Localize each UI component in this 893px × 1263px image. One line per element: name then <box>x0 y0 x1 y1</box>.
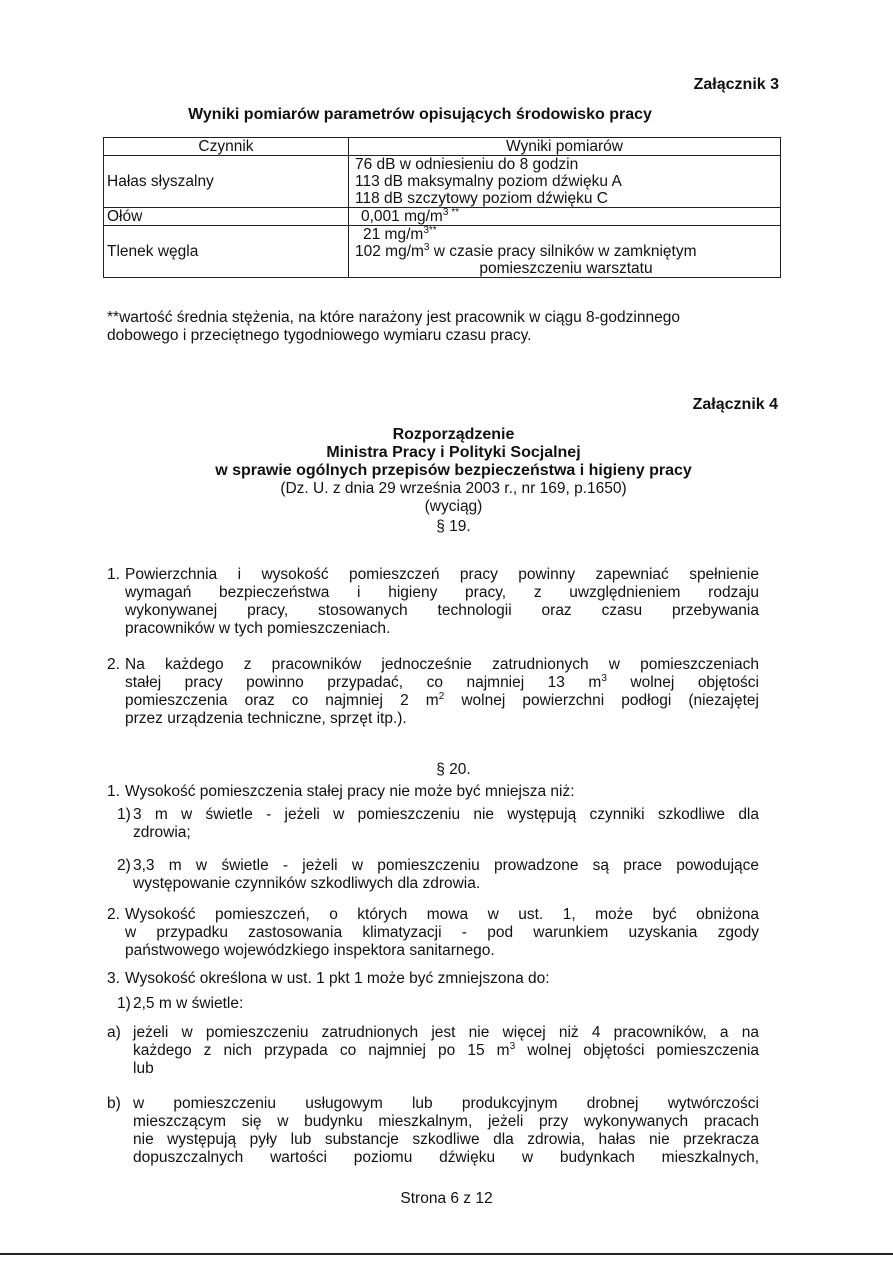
regulation-excerpt: (wyciąg) <box>424 498 483 515</box>
footnote-line: **wartość średnia stężenia, na które narażony jest pracownik w ciągu 8-godzinnego <box>107 309 680 326</box>
superscript: 3 <box>509 1040 516 1052</box>
paragraph-line: w pomieszczeniu usługowym lub produkcyjnym drobnej wytwórczości <box>133 1095 759 1112</box>
paragraph-body: 2,5 m w świetle: <box>133 995 244 1012</box>
page-number: Strona 6 z 12 <box>400 1190 493 1207</box>
text-run: każdego z nich przypada co najmniej po 15 m <box>133 1042 510 1059</box>
table-cell-factor: Tlenek węgla <box>104 226 349 278</box>
paragraph-line: Wysokość pomieszczeń, o których mowa w ust. 1, może być obniżona <box>125 906 759 923</box>
scan-edge-line <box>0 1253 893 1255</box>
table-cell-results <box>349 156 781 208</box>
text-run: pomieszczenia oraz co najmniej 2 m <box>125 692 439 709</box>
paragraph-line: nie występują pyły lub substancje szkodliwe dla zdrowia, hałas nie przekracza <box>133 1131 759 1148</box>
paragraph-line <box>125 674 759 692</box>
paragraph-line: wymagań bezpieczeństwa i higieny pracy, z uwzględnieniem rodzaju <box>125 584 759 601</box>
attachment-3-title: Wyniki pomiarów parametrów opisujących środowisko pracy <box>188 106 652 123</box>
paragraph-line: Powierzchnia i wysokość pomieszczeń pracy powinny zapewniać spełnienie <box>125 566 759 583</box>
paragraph-line: mieszczącym się w budynku mieszkalnym, jeżeli przy wykonywanych pracach <box>133 1113 759 1130</box>
paragraph-number: 2. <box>107 656 120 673</box>
result-line: 113 dB maksymalny poziom dźwięku A <box>355 173 622 190</box>
footnote-marker: ** <box>428 224 437 236</box>
table-row <box>104 208 781 226</box>
paragraph-20-2 <box>107 906 759 960</box>
paragraph-19-1 <box>107 566 759 638</box>
regulation-title: Rozporządzenie <box>392 426 515 443</box>
paragraph-line: lub <box>133 1060 154 1077</box>
table-cell-results <box>349 226 781 278</box>
regulation-subject: w sprawie ogólnych przepisów bezpieczeństwa i higieny pracy <box>215 462 692 479</box>
paragraph-line <box>133 1042 759 1060</box>
paragraph-line: państwowego wojewódzkiego inspektora sanitarnego. <box>125 942 495 959</box>
attachment-3-label: Załącznik 3 <box>693 76 779 93</box>
paragraph-body <box>125 906 759 960</box>
section-19-heading: § 19. <box>436 518 471 535</box>
text-run: wolnej objętości pomieszczenia <box>515 1042 759 1059</box>
superscript: 2 <box>438 690 445 702</box>
table-header-results: Wyniki pomiarów <box>349 138 781 156</box>
paragraph-line: Na każdego z pracowników jednocześnie zatrudnionych w pomieszczeniach <box>125 656 759 673</box>
result-line: pomieszczeniu warsztatu <box>479 260 653 277</box>
paragraph-20-1 <box>107 783 759 801</box>
superscript: 3 <box>442 206 449 218</box>
text-run: stałej pracy powinno przypadać, co najmniej 13 m <box>125 674 602 691</box>
paragraph-body <box>133 806 759 842</box>
attachment-4-label: Załącznik 4 <box>692 396 778 413</box>
table-header-row <box>104 138 781 156</box>
table-cell-results <box>349 208 781 226</box>
superscript: 3 <box>423 224 429 236</box>
paragraph-line: występowanie czynników szkodliwych dla zdrowia. <box>133 875 481 892</box>
paragraph-body <box>125 566 759 638</box>
paragraph-body: Wysokość określona w ust. 1 pkt 1 może być zmniejszona do: <box>125 970 550 987</box>
result-line: 76 dB w odniesieniu do 8 godzin <box>355 156 579 173</box>
section-20-heading: § 20. <box>436 761 471 778</box>
result-line: 0,001 mg/m <box>361 208 443 225</box>
table-row <box>104 156 781 208</box>
measurements-table <box>103 137 781 278</box>
result-line: 21 mg/m <box>363 226 424 243</box>
paragraph-line: pracowników w tych pomieszczeniach. <box>125 620 391 637</box>
table-row <box>104 226 781 278</box>
regulation-citation: (Dz. U. z dnia 29 września 2003 r., nr 169, p.1650) <box>280 480 627 497</box>
text-run: wolnej objętości <box>606 674 759 691</box>
paragraph-body <box>125 656 759 728</box>
paragraph-20-3 <box>107 970 759 988</box>
table-header-factor: Czynnik <box>104 138 349 156</box>
paragraph-line: przez urządzenia techniczne, sprzęt itp.). <box>125 710 407 727</box>
paragraph-19-2 <box>107 656 759 728</box>
regulation-minister: Ministra Pracy i Polityki Socjalnej <box>326 444 581 461</box>
paragraph-number: 3. <box>107 970 120 987</box>
result-line: 102 mg/m <box>355 243 424 260</box>
paragraph-line: dopuszczalnych wartości poziomu dźwięku w budynkach mieszkalnych, <box>133 1149 759 1166</box>
paragraph-body <box>133 1095 759 1167</box>
result-line: w czasie pracy silników w zamkniętym <box>429 243 697 260</box>
superscript: 3 <box>423 241 430 253</box>
paragraph-line: 3 m w świetle - jeżeli w pomieszczeniu nie występują czynniki szkodliwe dla <box>133 806 759 823</box>
paragraph-20-3-a <box>107 1024 759 1078</box>
paragraph-20-3-b <box>107 1095 759 1167</box>
paragraph-number: 2) <box>117 857 131 874</box>
paragraph-20-1-1 <box>117 806 759 842</box>
table-footnote <box>107 309 767 345</box>
paragraph-body: Wysokość pomieszczenia stałej pracy nie może być mniejsza niż: <box>125 783 575 800</box>
paragraph-number: 2. <box>107 906 120 923</box>
paragraph-number: 1) <box>117 806 131 823</box>
paragraph-line: 3,3 m w świetle - jeżeli w pomieszczeniu prowadzone są prace powodujące <box>133 857 759 874</box>
regulation-title-block <box>100 426 807 536</box>
paragraph-20-1-2 <box>117 857 759 893</box>
text-run: wolnej powierzchni podłogi (niezajętej <box>444 692 759 709</box>
paragraph-number: 1. <box>107 566 120 583</box>
paragraph-line <box>125 692 759 710</box>
paragraph-line: wykonywanej pracy, stosowanych technologii oraz czasu przebywania <box>125 602 759 619</box>
footnote-marker: ** <box>448 206 459 218</box>
paragraph-line: zdrowia; <box>133 824 191 841</box>
paragraph-20-3-1 <box>117 995 759 1013</box>
paragraph-number: b) <box>107 1095 121 1112</box>
superscript: 3 <box>601 672 607 684</box>
result-line: 118 dB szczytowy poziom dźwięku C <box>355 190 608 207</box>
paragraph-number: 1) <box>117 995 131 1012</box>
paragraph-number: a) <box>107 1024 121 1041</box>
paragraph-line: w przypadku zastosowania klimatyzacji - pod warunkiem uzyskania zgody <box>125 924 759 941</box>
paragraph-number: 1. <box>107 783 120 800</box>
footnote-line: dobowego i przeciętnego tygodniowego wymiaru czasu pracy. <box>107 327 532 344</box>
paragraph-body <box>133 857 759 893</box>
table-cell-factor: Ołów <box>104 208 349 226</box>
paragraph-line: jeżeli w pomieszczeniu zatrudnionych jest nie więcej niż 4 pracowników, a na <box>133 1024 759 1041</box>
paragraph-body <box>133 1024 759 1078</box>
table-cell-factor: Hałas słyszalny <box>104 156 349 208</box>
